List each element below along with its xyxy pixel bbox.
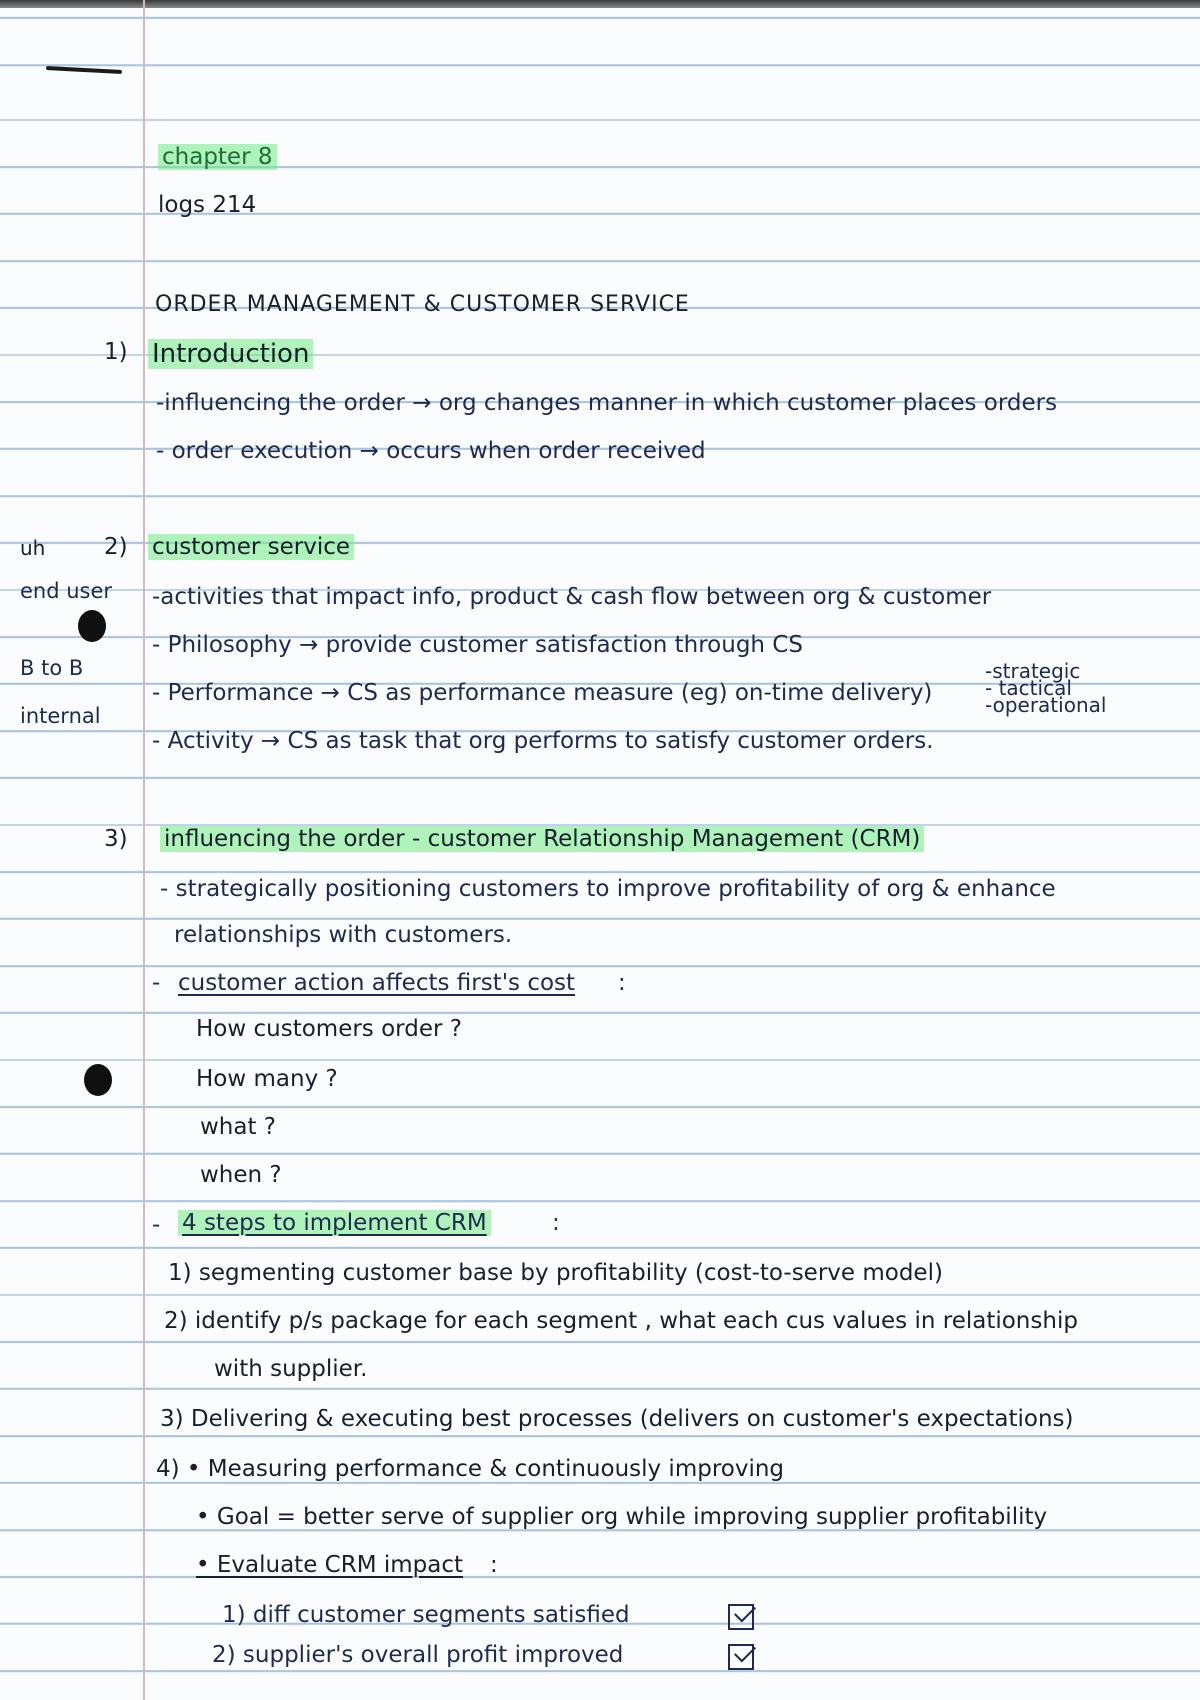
checkbox-checked-icon <box>728 1644 754 1670</box>
step-1: 1) segmenting customer base by profitability (cost-to-serve model) <box>168 1260 943 1286</box>
section-1-number: 1) <box>104 339 128 365</box>
question-how-many: How many ? <box>196 1066 338 1092</box>
level-operational: -operational <box>985 693 1107 717</box>
margin-scribble: uh <box>20 536 46 560</box>
section-3-heading: influencing the order - customer Relationship Management (CRM) <box>160 828 924 851</box>
course-label: logs 214 <box>158 192 257 218</box>
section-1-bullet-2: - order execution → occurs when order received <box>156 438 706 464</box>
section-2-bullet-activities: -activities that impact info, product & cash flow between org & customer <box>152 584 992 610</box>
section-2-bullet-activity: - Activity → CS as task that org performs to satisfy customer orders. <box>152 728 934 754</box>
section-3-number: 3) <box>104 826 128 852</box>
section-1-heading: Introduction <box>148 341 313 367</box>
steps-heading: 4 steps to implement CRM <box>178 1212 491 1235</box>
level-tactical: - tactical <box>985 676 1072 700</box>
section-2-bullet-philosophy: - Philosophy → provide customer satisfaction through CS <box>152 632 803 658</box>
section-1-bullet-1: -influencing the order → org changes manner in which customer places orders <box>156 390 1058 416</box>
question-when: when ? <box>200 1162 282 1188</box>
section-3-bullet-2-heading: customer action affects first's cost <box>178 970 576 996</box>
bullet-dot <box>78 610 106 642</box>
step-4: 4) • Measuring performance & continuously improving <box>156 1456 785 1482</box>
level-strategic: -strategic <box>985 659 1081 683</box>
chapter-label: chapter 8 <box>158 146 277 169</box>
margin-note-internal: internal <box>20 704 101 728</box>
section-2-number: 2) <box>104 534 128 560</box>
section-2-bullet-performance: - Performance → CS as performance measure (eg) on-time delivery) <box>152 680 933 706</box>
page-title: ORDER MANAGEMENT & CUSTOMER SERVICE <box>155 292 690 317</box>
step-2: 2) identify p/s package for each segment , what each cus values in relationship <box>164 1308 1078 1334</box>
step-2-continued: with supplier. <box>214 1356 368 1382</box>
evaluate-item-2: 2) supplier's overall profit improved <box>212 1642 624 1668</box>
evaluate-heading: • Evaluate CRM impact <box>196 1552 464 1578</box>
bullet-dot <box>84 1064 112 1096</box>
page-top-edge <box>0 0 1200 8</box>
evaluate-item-1: 1) diff customer segments satisfied <box>222 1602 630 1628</box>
section-3-bullet-2-colon: : <box>618 970 626 996</box>
section-3-bullet-1-line-1: - strategically positioning customers to improve profitability of org & enhance <box>160 876 1056 902</box>
steps-dash: - <box>152 1212 161 1238</box>
step-3: 3) Delivering & executing best processes (delivers on customer's expectations) <box>160 1406 1074 1432</box>
question-how-order: How customers order ? <box>196 1016 462 1042</box>
goal-line: • Goal = better serve of supplier org while improving supplier profitability <box>196 1504 1048 1530</box>
section-3-bullet-1-line-2: relationships with customers. <box>174 922 513 948</box>
margin-note-end-user: end user <box>20 579 113 603</box>
margin-line <box>143 0 145 1700</box>
evaluate-colon: : <box>490 1552 498 1578</box>
checkbox-checked-icon <box>728 1604 754 1630</box>
steps-colon: : <box>552 1210 560 1236</box>
question-what: what ? <box>200 1114 277 1140</box>
section-2-heading: customer service <box>148 536 354 559</box>
margin-note-b-to-b: B to B <box>20 656 84 680</box>
section-3-bullet-2-dash: - <box>152 970 161 996</box>
